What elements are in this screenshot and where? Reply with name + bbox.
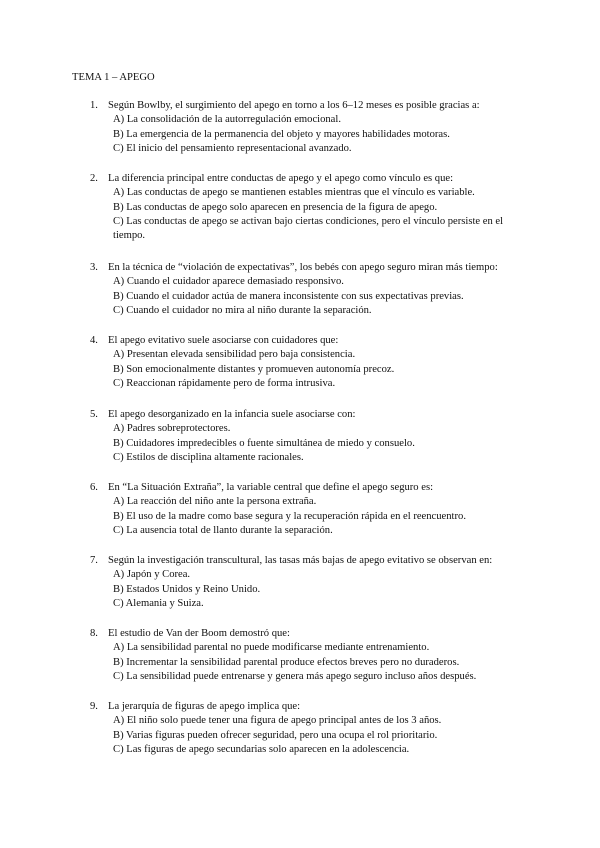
option-b: B) El uso de la madre como base segura y la recuperación rápida en el reencuentro. bbox=[113, 510, 466, 522]
question-number: 3. bbox=[90, 262, 98, 273]
option-c: C) Las figuras de apego secundarias solo aparecen en la adolescencia. bbox=[113, 743, 410, 755]
question-8 bbox=[90, 627, 526, 684]
question-3 bbox=[90, 261, 526, 318]
option-b: B) Cuidadores impredecibles o fuente simultánea de miedo y consuelo. bbox=[113, 437, 415, 449]
question-5 bbox=[90, 408, 526, 465]
option-c: C) Alemania y Suiza. bbox=[113, 597, 204, 609]
question-2 bbox=[90, 172, 526, 243]
question-number: 7. bbox=[90, 555, 98, 566]
option-a: A) La reacción del niño ante la persona extraña. bbox=[113, 496, 317, 508]
option-b: B) Son emocionalmente distantes y promueven autonomía precoz. bbox=[113, 363, 395, 375]
option-c: C) Cuando el cuidador no mira al niño durante la separación. bbox=[113, 304, 372, 316]
question-text: En la técnica de “violación de expectativas”, los bebés con apego seguro miran más tiempo: bbox=[108, 262, 498, 273]
option-c: C) El inicio del pensamiento representacional avanzado. bbox=[113, 142, 352, 154]
question-number: 6. bbox=[90, 482, 98, 493]
option-b: B) La emergencia de la permanencia del objeto y mayores habilidades motoras. bbox=[113, 128, 450, 140]
option-b: B) Las conductas de apego solo aparecen en presencia de la figura de apego. bbox=[113, 201, 438, 213]
question-number: 2. bbox=[90, 173, 98, 184]
option-c: C) Reaccionan rápidamente pero de forma intrusiva. bbox=[113, 377, 336, 389]
option-c: C) Estilos de disciplina altamente racionales. bbox=[113, 451, 304, 463]
question-text: El apego evitativo suele asociarse con cuidadores que: bbox=[108, 335, 339, 346]
question-text: La jerarquía de figuras de apego implica que: bbox=[108, 701, 301, 712]
question-7 bbox=[90, 554, 526, 611]
option-a: A) Padres sobreprotectores. bbox=[113, 423, 231, 435]
option-a: A) La consolidación de la autorregulación emocional. bbox=[113, 114, 341, 126]
question-number: 8. bbox=[90, 628, 98, 639]
option-a: A) Presentan elevada sensibilidad pero baja consistencia. bbox=[113, 349, 356, 361]
option-a: A) La sensibilidad parental no puede modificarse mediante entrenamiento. bbox=[113, 642, 430, 654]
question-6 bbox=[90, 481, 526, 538]
page-title: TEMA 1 – APEGO bbox=[72, 72, 155, 83]
option-b: B) Cuando el cuidador actúa de manera inconsistente con sus expectativas previas. bbox=[113, 290, 464, 302]
option-c: C) Las conductas de apego se activan bajo ciertas condiciones, pero el vínculo persiste en el tiempo. bbox=[113, 215, 504, 242]
question-number: 9. bbox=[90, 701, 98, 712]
question-text: Según la investigación transcultural, las tasas más bajas de apego evitativo se observan en: bbox=[108, 555, 493, 566]
question-text: El apego desorganizado en la infancia suele asociarse con: bbox=[108, 409, 356, 420]
option-b: B) Estados Unidos y Reino Unido. bbox=[113, 583, 261, 595]
option-a: A) Japón y Corea. bbox=[113, 569, 191, 581]
option-b: B) Varias figuras pueden ofrecer seguridad, pero una ocupa el rol prioritario. bbox=[113, 729, 438, 741]
option-a: A) El niño solo puede tener una figura de apego principal antes de los 3 años. bbox=[113, 715, 442, 727]
option-b: B) Incrementar la sensibilidad parental produce efectos breves pero no duraderos. bbox=[113, 656, 460, 668]
question-number: 4. bbox=[90, 335, 98, 346]
question-4 bbox=[90, 334, 526, 391]
option-c: C) La sensibilidad puede entrenarse y genera más apego seguro incluso años después. bbox=[113, 670, 477, 682]
question-text: El estudio de Van der Boom demostró que: bbox=[108, 628, 290, 639]
option-a: A) Las conductas de apego se mantienen estables mientras que el vínculo es variable. bbox=[113, 187, 475, 199]
question-text: La diferencia principal entre conductas de apego y el apego como vínculo es que: bbox=[108, 173, 454, 184]
question-9 bbox=[90, 700, 526, 757]
question-text: Según Bowlby, el surgimiento del apego en torno a los 6–12 meses es posible gracias a: bbox=[108, 100, 480, 111]
question-number: 5. bbox=[90, 409, 98, 420]
option-c: C) La ausencia total de llanto durante la separación. bbox=[113, 524, 333, 536]
question-number: 1. bbox=[90, 100, 98, 111]
option-a: A) Cuando el cuidador aparece demasiado responsivo. bbox=[113, 276, 344, 288]
question-1 bbox=[90, 99, 526, 156]
question-text: En “La Situación Extraña”, la variable central que define el apego seguro es: bbox=[108, 482, 434, 493]
